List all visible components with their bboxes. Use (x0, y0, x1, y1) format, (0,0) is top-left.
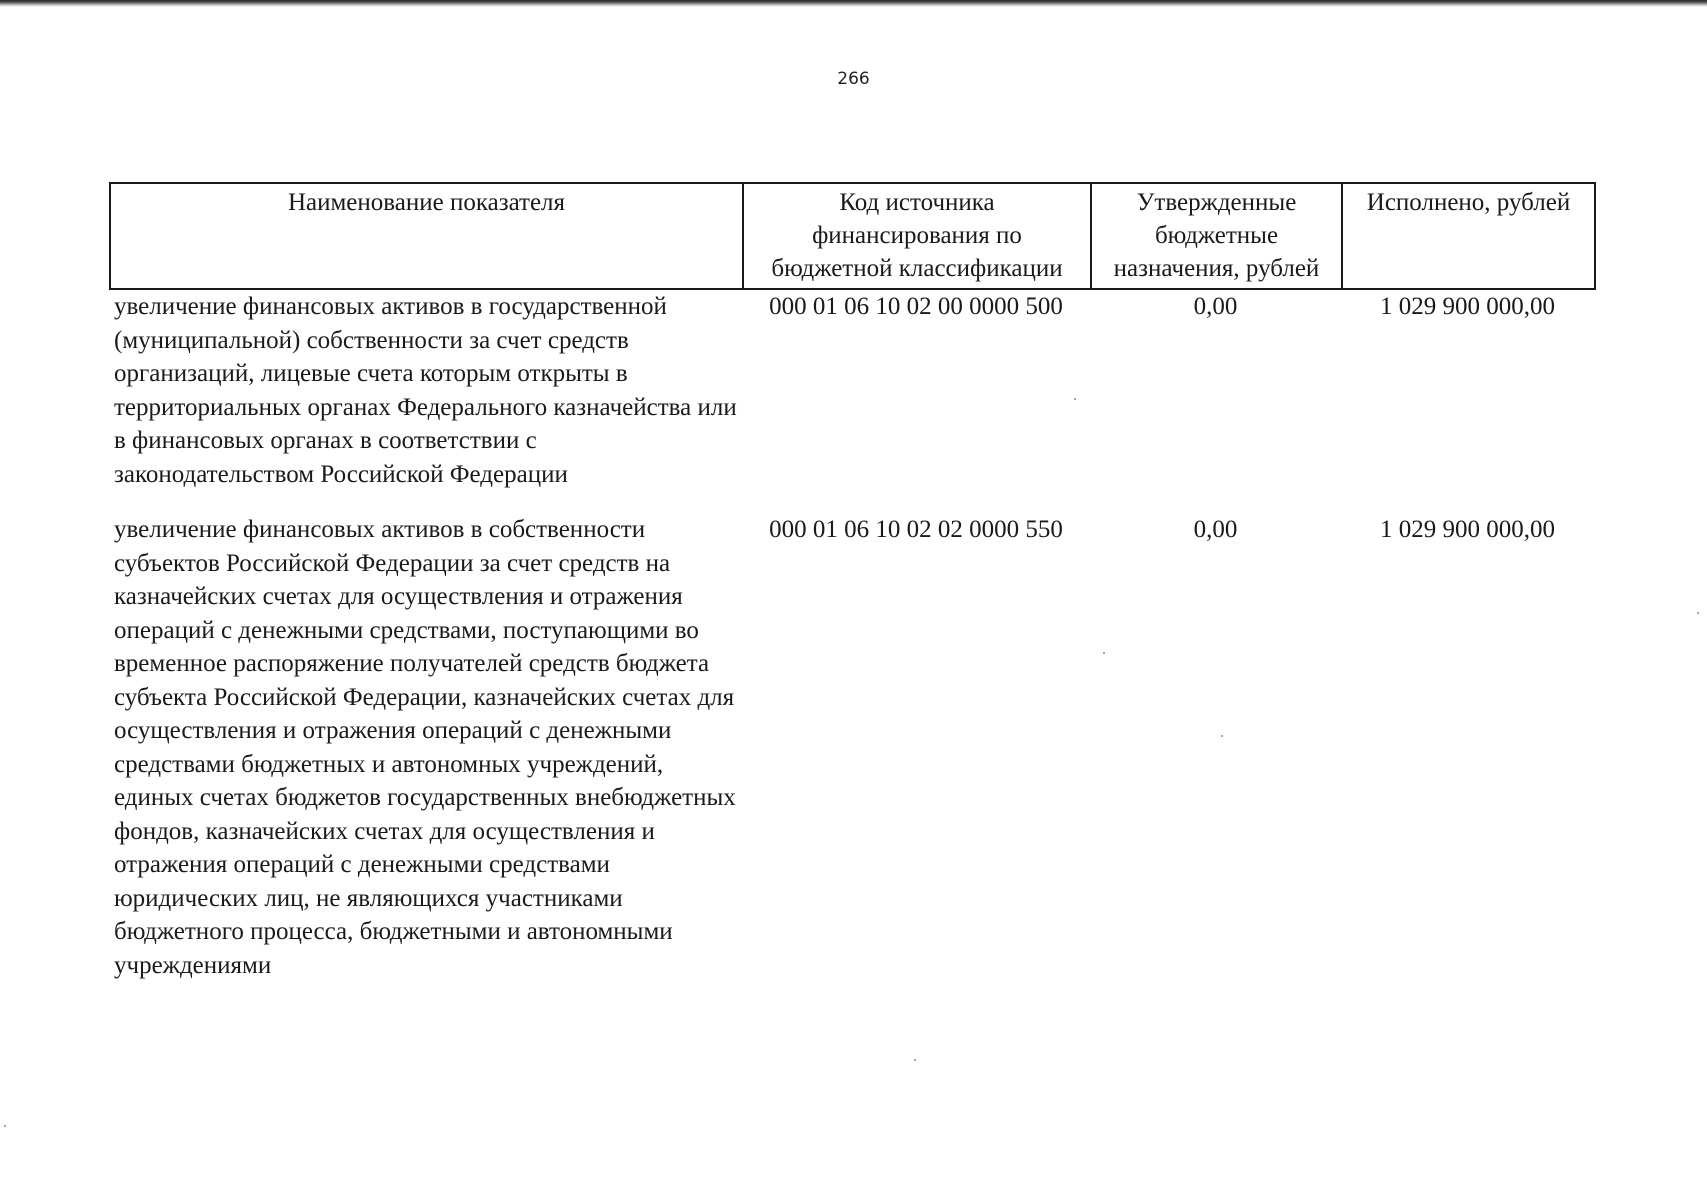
table-body (110, 289, 1595, 982)
executed-amount-cell: 1 029 900 000,00 (1380, 516, 1555, 543)
scan-speck (1221, 735, 1223, 737)
scan-speck (914, 1059, 916, 1061)
executed-amount-cell: 1 029 900 000,00 (1380, 293, 1555, 320)
budget-sources-table (109, 182, 1596, 982)
header-source-code: Код источника финансирования по бюджетной классификации (743, 183, 1091, 289)
header-approved-appropriations: Утвержденные бюджетные назначения, рублей (1091, 183, 1342, 289)
header-row (110, 183, 1595, 289)
scan-speck (1697, 612, 1699, 614)
table-row (110, 289, 1595, 513)
source-code-cell: 000 01 06 10 02 00 0000 500 (769, 293, 1063, 320)
scan-top-edge (0, 0, 1707, 7)
source-code-cell: 000 01 06 10 02 02 0000 550 (769, 516, 1063, 543)
approved-amount-cell: 0,00 (1193, 293, 1238, 320)
header-indicator-name: Наименование показателя (110, 183, 743, 289)
indicator-name-cell: увеличение финансовых активов в государственной (муниципальной) собственности за счет средств организаций, лицевые счета которым открыты в территориальных органах Федерального казначейства или в финансовых органах в соответствии с законодательством Российской Федерации (114, 293, 737, 488)
header-executed: Исполнено, рублей (1342, 183, 1595, 289)
indicator-name-cell: увеличение финансовых активов в собственности субъектов Российской Федерации за счет средств на казначейских счетах для осуществления и отражения операций с денежными средствами, поступающими во временное распоряжение получателей средств бюджета субъекта Российской Федерации, казначейских счетах для осуществления и отражения операций с денежными средствами бюджетных и автономных учреждений, единых счетах бюджетов государственных внебюджетных фондов, казначейских счетах для осуществления и отражения операций с денежными средствами юридических лиц, не являющихся участниками бюджетного процесса, бюджетными и автономными учреждениями (114, 516, 736, 979)
table-row (110, 513, 1595, 982)
scan-speck (4, 1125, 6, 1127)
approved-amount-cell: 0,00 (1193, 516, 1238, 543)
scan-speck (1074, 398, 1076, 400)
table-header (110, 183, 1595, 289)
page-number: 266 (837, 69, 870, 89)
scan-speck (1103, 652, 1105, 654)
